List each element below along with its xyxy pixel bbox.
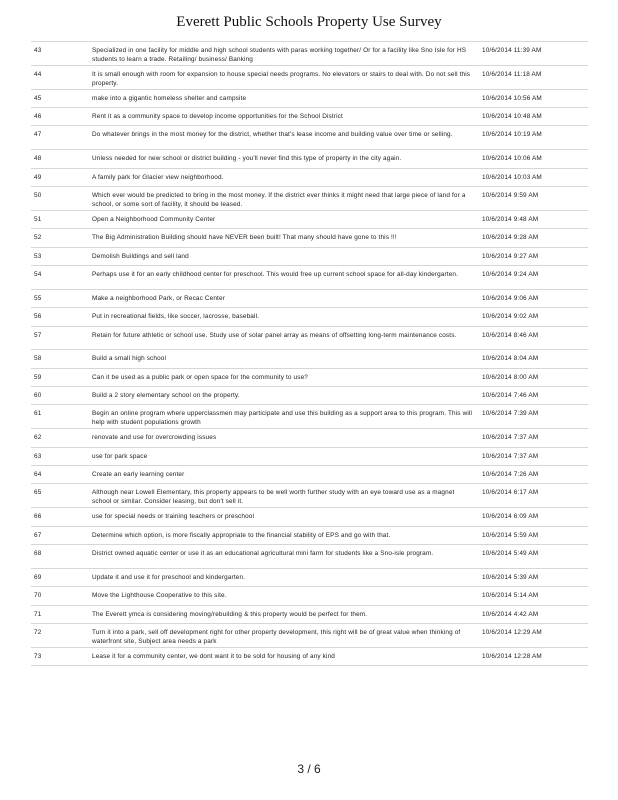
response-number: 53 xyxy=(34,252,42,260)
response-date: 10/6/2014 12:28 AM xyxy=(482,652,542,660)
table-row xyxy=(31,229,588,247)
response-text: renovate and use for overcrowding issues xyxy=(92,434,217,442)
response-date: 10/6/2014 11:18 AM xyxy=(482,70,542,78)
response-text: Rent it as a community space to develop income opportunities for the School District xyxy=(92,112,343,120)
response-number: 68 xyxy=(34,550,42,558)
response-text: Lease it for a community center, we dont want it to be sold for housing of any kind xyxy=(92,652,335,660)
response-text: Build a 2 story elementary school on the property. xyxy=(92,392,240,400)
table-row xyxy=(31,387,588,405)
table-row xyxy=(31,126,588,150)
response-date: 10/6/2014 5:59 AM xyxy=(482,531,539,539)
responses-table xyxy=(31,41,588,666)
response-number: 64 xyxy=(34,471,42,479)
response-text: Make a neighborhood Park, or Recac Center xyxy=(92,294,225,302)
response-number: 52 xyxy=(34,234,42,242)
response-text: Which ever would be predicted to bring in the most money. If the district ever thinks it might need that large piece of land for a school, or some sort of facility, it should be leased. xyxy=(92,191,466,208)
table-row xyxy=(31,624,588,648)
response-number: 66 xyxy=(34,513,42,521)
table-row xyxy=(31,90,588,108)
response-text: A family park for Glacier view neighborhood. xyxy=(92,173,224,181)
response-number: 58 xyxy=(34,355,42,363)
response-number: 56 xyxy=(34,313,42,321)
response-number: 54 xyxy=(34,270,42,278)
table-row xyxy=(31,248,588,266)
page-title: Everett Public Schools Property Use Survey xyxy=(176,14,442,30)
table-row xyxy=(31,405,588,429)
response-number: 55 xyxy=(34,294,42,302)
response-text: Move the Lighthouse Cooperative to this site. xyxy=(92,592,227,600)
response-date: 10/6/2014 7:37 AM xyxy=(482,452,539,460)
response-date: 10/6/2014 11:39 AM xyxy=(482,47,542,54)
response-text: use for special needs or training teachers or preschool xyxy=(92,513,255,521)
response-date: 10/6/2014 10:06 AM xyxy=(482,155,542,163)
table-row xyxy=(31,569,588,587)
response-date: 10/6/2014 10:56 AM xyxy=(482,94,542,102)
response-number: 62 xyxy=(34,434,42,442)
response-text: Can it be used as a public park or open space for the community to use? xyxy=(92,373,308,381)
response-date: 10/6/2014 4:42 AM xyxy=(482,610,539,618)
response-date: 10/6/2014 10:19 AM xyxy=(482,131,542,139)
response-number: 73 xyxy=(34,652,42,660)
response-text: The Everett ymca is considering moving/rebuilding & this property would be perfect for them. xyxy=(92,610,368,618)
response-date: 10/6/2014 10:03 AM xyxy=(482,173,542,181)
response-date: 10/6/2014 9:27 AM xyxy=(482,252,539,260)
response-number: 57 xyxy=(34,331,42,339)
response-number: 61 xyxy=(34,410,42,418)
page-number: 3 / 6 xyxy=(297,762,321,776)
table-row xyxy=(31,42,588,66)
response-date: 10/6/2014 6:17 AM xyxy=(482,489,539,497)
table-row xyxy=(31,66,588,90)
response-date: 10/6/2014 9:06 AM xyxy=(482,294,539,302)
response-number: 72 xyxy=(34,628,42,636)
response-number: 44 xyxy=(34,70,42,78)
table-row xyxy=(31,266,588,290)
table-row xyxy=(31,466,588,484)
table-row xyxy=(31,369,588,387)
response-date: 10/6/2014 9:02 AM xyxy=(482,313,539,321)
response-number: 67 xyxy=(34,531,42,539)
response-text: Build a small high school xyxy=(92,355,167,363)
response-text: Turn it into a park, sell off development right for other property development, this right will be of great value when thinking of waterfront site, Subject area needs a park xyxy=(92,628,461,645)
response-date: 10/6/2014 7:46 AM xyxy=(482,392,539,400)
response-text: Determine which option, is more fiscally appropriate to the financial stability of EPS and go with that. xyxy=(92,531,391,539)
response-date: 10/6/2014 9:48 AM xyxy=(482,215,539,223)
table-row xyxy=(31,527,588,545)
table-row xyxy=(31,108,588,126)
response-text: Do whatever brings in the most money for the district, whether that's lease income and building value over time or selling. xyxy=(92,131,453,139)
response-text: make into a gigantic homeless shelter and campsite xyxy=(92,94,247,102)
response-text: Demolish Buildings and sell land xyxy=(92,252,189,260)
table-row xyxy=(31,606,588,624)
table-row xyxy=(31,187,588,211)
response-text: Begin an online program where upperclassmen may participate and use this building as a support area to this program. This will help with student populations growth xyxy=(92,410,473,427)
response-date: 10/6/2014 8:00 AM xyxy=(482,373,539,381)
response-number: 69 xyxy=(34,573,42,581)
table-row xyxy=(31,545,588,569)
table-row xyxy=(31,484,588,508)
response-number: 47 xyxy=(34,131,42,139)
response-date: 10/6/2014 5:14 AM xyxy=(482,592,539,600)
table-row xyxy=(31,150,588,168)
response-date: 10/6/2014 10:48 AM xyxy=(482,112,542,120)
response-date: 10/6/2014 9:59 AM xyxy=(482,191,539,199)
table-row xyxy=(31,211,588,229)
response-date: 10/6/2014 9:24 AM xyxy=(482,270,539,278)
response-text: Although near Lowell Elementary, this property appears to be well worth further study with an eye toward use as a magnet school or similar. Consider leasing, but don't sell it. xyxy=(92,489,455,506)
response-number: 65 xyxy=(34,489,42,497)
response-number: 70 xyxy=(34,592,42,600)
response-number: 50 xyxy=(34,191,42,199)
response-text: Open a Neighborhood Community Center xyxy=(92,215,216,223)
response-number: 51 xyxy=(34,215,42,223)
response-date: 10/6/2014 12:29 AM xyxy=(482,628,542,636)
response-text: Specialized in one facility for middle and high school students with paras working together/ Or for a facility like Sno Isle for HS students to learn a trade. Retailing/ business/ Banking xyxy=(92,47,467,63)
response-text: Retain for future athletic or school use. Study use of solar panel array as means of offsetting long-term maintenance costs. xyxy=(92,331,457,339)
response-text: Perhaps use it for an early childhood center for preschool. This would free up current school space for all-day kindergarten. xyxy=(92,270,459,278)
table-row xyxy=(31,290,588,308)
table-row xyxy=(31,327,588,351)
response-text: Create an early learning center xyxy=(92,471,185,479)
response-text: The Big Administration Building should have NEVER been built! That many should have gone to this !!! xyxy=(92,234,397,242)
table-row xyxy=(31,448,588,466)
response-number: 43 xyxy=(34,47,42,54)
response-text: District owned aquatic center or use it as an educational agricultural mini farm for students like a Sno-isle program. xyxy=(92,550,434,558)
response-date: 10/6/2014 5:39 AM xyxy=(482,573,539,581)
response-text: use for park space xyxy=(92,452,148,460)
response-text: Unless needed for new school or district building - you'll never find this type of property in the city again. xyxy=(92,155,402,163)
table-row xyxy=(31,169,588,187)
response-number: 63 xyxy=(34,452,42,460)
response-number: 59 xyxy=(34,373,42,381)
table-row xyxy=(31,308,588,326)
response-text: Put in recreational fields, like soccer, lacrosse, baseball. xyxy=(92,313,260,321)
response-date: 10/6/2014 7:26 AM xyxy=(482,471,539,479)
response-date: 10/6/2014 9:28 AM xyxy=(482,234,539,242)
response-text: Update it and use it for preschool and kindergarten. xyxy=(92,573,246,581)
table-row xyxy=(31,587,588,605)
response-text: It is small enough with room for expansion to house special needs programs. No elevators or stairs to deal with. Do not sell this property. xyxy=(92,70,471,87)
response-number: 46 xyxy=(34,112,42,120)
response-date: 10/6/2014 7:39 AM xyxy=(482,410,539,418)
table-row xyxy=(31,508,588,526)
response-date: 10/6/2014 8:46 AM xyxy=(482,331,539,339)
response-date: 10/6/2014 5:49 AM xyxy=(482,550,539,558)
response-number: 71 xyxy=(34,610,42,618)
response-number: 45 xyxy=(34,94,42,102)
table-row xyxy=(31,350,588,368)
response-number: 48 xyxy=(34,155,42,163)
table-row xyxy=(31,429,588,447)
table-row xyxy=(31,648,588,666)
response-date: 10/6/2014 7:37 AM xyxy=(482,434,539,442)
response-date: 10/6/2014 8:04 AM xyxy=(482,355,539,363)
response-number: 49 xyxy=(34,173,42,181)
response-number: 60 xyxy=(34,392,42,400)
response-date: 10/6/2014 6:09 AM xyxy=(482,513,539,521)
